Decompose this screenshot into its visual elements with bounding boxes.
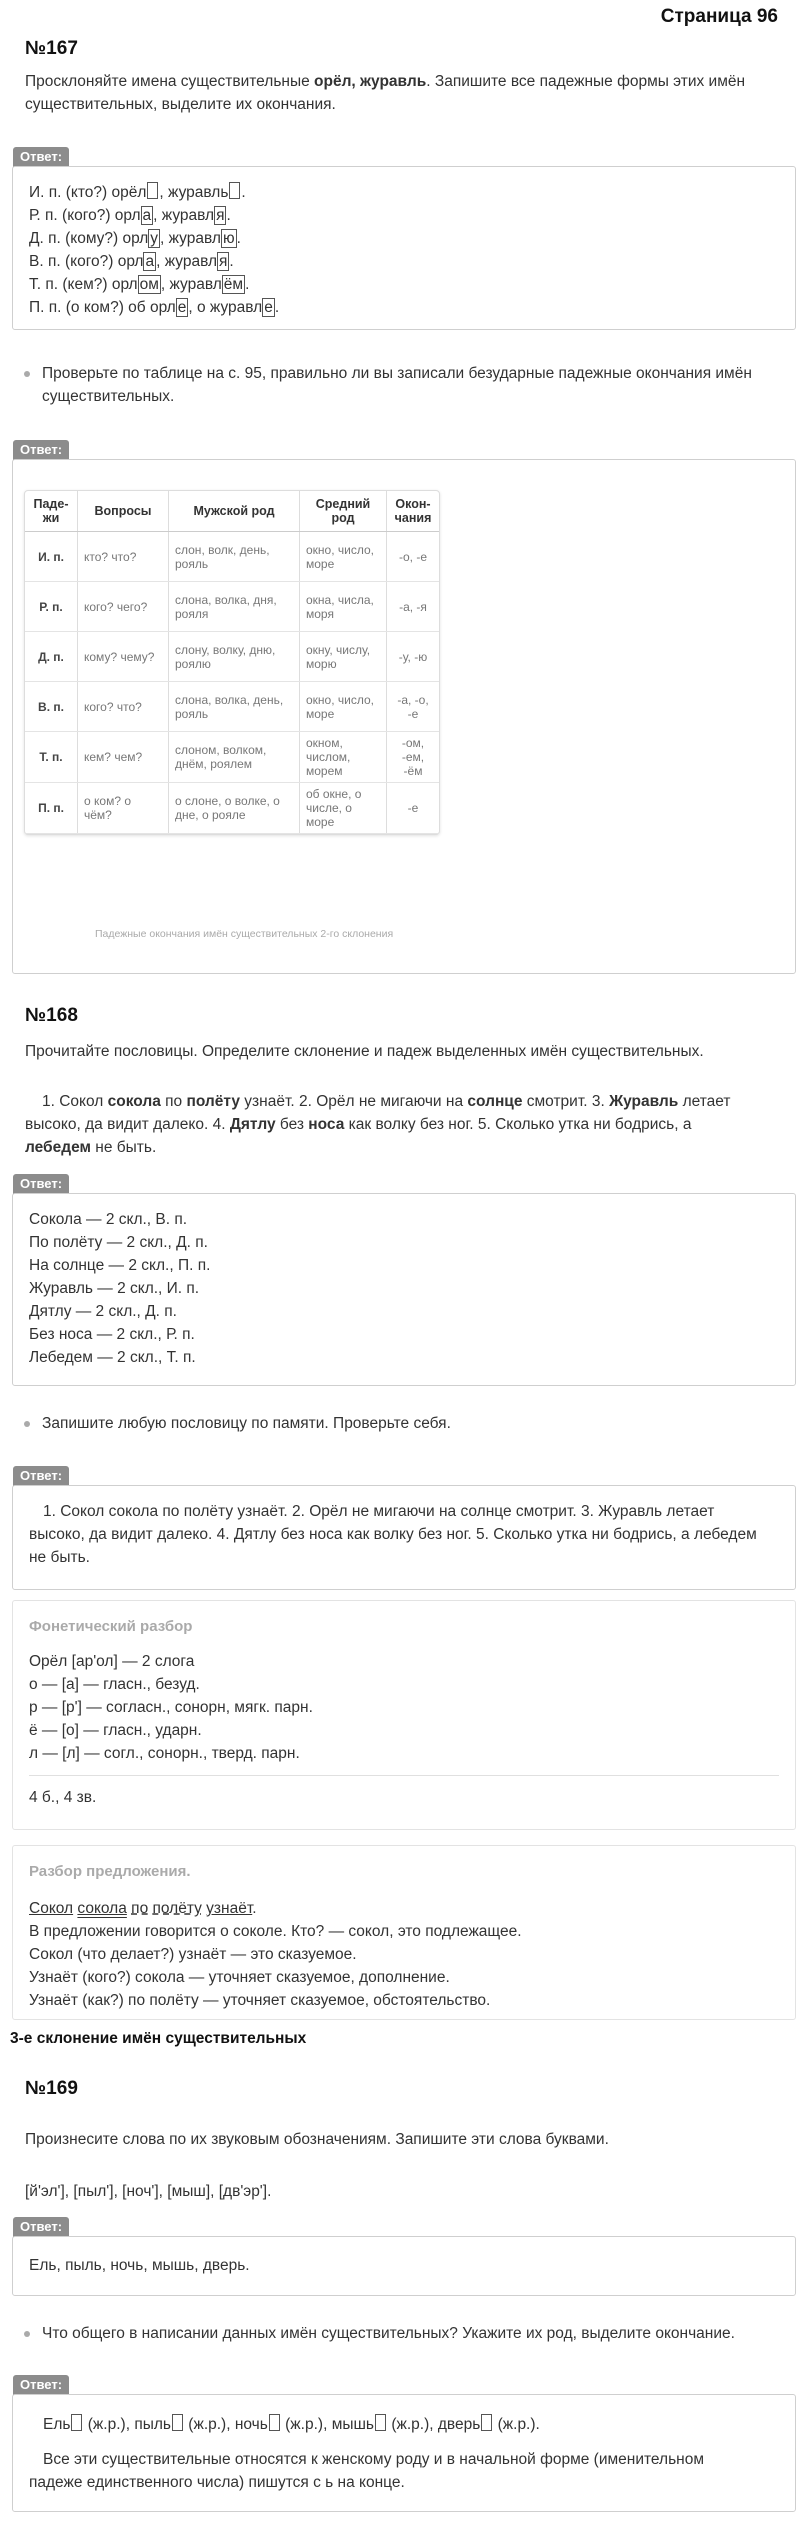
exercise-167-task: Просклоняйте имена существительные орёл, журавль. Запишите все падежные формы этих имён существительных, выделите их окончания.	[25, 73, 746, 113]
header-case: Паде-жи	[25, 491, 78, 532]
bullet-proverb: Запишите любую пословицу по памяти. Проверьте себя.	[20, 1412, 808, 1435]
phonetic-summary: 4 б., 4 зв.	[29, 1789, 97, 1806]
syntax-line: В предложении говорится о соколе. Кто? — сокол, это подлежащее.	[29, 1923, 522, 1940]
declension-line: В. п. (кого?) орл а , журавл я .	[29, 253, 234, 270]
answer-label: Ответ:	[13, 147, 69, 167]
endings-cell: -а, -я	[387, 582, 440, 632]
ending-mark: е	[264, 299, 273, 316]
page-number: Страница 96	[660, 6, 778, 27]
declension-line: И. п. (кто?) орёл , журавль .	[29, 184, 246, 201]
phonetic-line: л — [л] — согл., сонорн., тверд. парн.	[29, 1745, 300, 1762]
header-questions: Вопросы	[78, 491, 169, 532]
exercise-167-title: №167	[25, 38, 78, 59]
exercise-168-title: №168	[25, 1005, 78, 1026]
table-row	[25, 582, 439, 632]
case-answer-line: Дятлу — 2 скл., Д. п.	[29, 1303, 177, 1320]
masculine-cell: слоном, волком, днём, роялем	[169, 732, 300, 783]
case-answer-line: Сокола — 2 скл., В. п.	[29, 1211, 188, 1228]
answer-box-169	[12, 2236, 796, 2296]
case-cell: В. п.	[25, 682, 78, 732]
section-heading: 3-е склонение имён существительных	[10, 2030, 307, 2047]
phonetic-line: о — [а] — гласн., безуд.	[29, 1676, 200, 1693]
case-answer-line: По полёту — 2 скл., Д. п.	[29, 1234, 208, 1251]
neuter-cell: окно, число, море	[300, 682, 387, 732]
ending-mark: я	[216, 207, 225, 224]
questions-cell: кого? чего?	[78, 582, 169, 632]
table-row	[25, 532, 439, 582]
word: дверь	[437, 2416, 481, 2433]
answer-box-common	[12, 2394, 796, 2512]
case-cell: И. п.	[25, 532, 78, 582]
answer-line: не быть.	[29, 1549, 90, 1566]
empty-ending-mark	[481, 2414, 492, 2431]
table-row	[25, 783, 439, 834]
masculine-cell: о слоне, о волке, о дне, о рояле	[169, 783, 300, 834]
empty-ending-mark	[269, 2414, 280, 2431]
phonetic-analysis	[12, 1600, 796, 1830]
header-endings: Окон-чания	[387, 491, 440, 532]
case-answer-line: Лебедем — 2 скл., Т. п.	[29, 1349, 196, 1366]
masculine-cell: слона, волка, дня, рояля	[169, 582, 300, 632]
declension-table	[24, 490, 440, 835]
answer-label: Ответ:	[13, 440, 69, 460]
table-row	[25, 632, 439, 682]
syntax-line: Узнаёт (кого?) сокола — уточняет сказуемое, дополнение.	[29, 1969, 450, 1986]
ending-mark: я	[219, 253, 228, 270]
case-answer-line: Без носа — 2 скл., Р. п.	[29, 1326, 195, 1343]
questions-cell: кто? что?	[78, 532, 169, 582]
masculine-cell: слона, волка, день, рояль	[169, 682, 300, 732]
syntax-lines	[29, 1920, 779, 2012]
header-masculine: Мужской род	[169, 491, 300, 532]
gender: (ж.р.).	[493, 2416, 540, 2433]
ending-mark: е	[177, 299, 187, 316]
phonetic-lines	[29, 1650, 779, 1765]
bullet-common: Что общего в написании данных имён существительных? Укажите их род, выделите окончание.	[20, 2322, 808, 2345]
word: Ель	[43, 2416, 71, 2433]
analyzed-sentence: Сокол сокола по полёту узнаёт.	[29, 1900, 257, 1917]
ending-mark: у	[150, 230, 159, 247]
syntax-line: Сокол (что делает?) узнаёт — это сказуемое.	[29, 1946, 357, 1963]
gender: (ж.р.),	[280, 2416, 332, 2433]
answer-box-168	[12, 1193, 796, 1386]
declension-forms	[13, 167, 795, 333]
empty-ending-mark	[172, 2414, 183, 2431]
case-answers	[13, 1194, 795, 1383]
gender: (ж.р.),	[387, 2416, 438, 2433]
neuter-cell: окну, числу, морю	[300, 632, 387, 682]
masculine-cell: слон, волк, день, рояль	[169, 532, 300, 582]
case-cell: Т. п.	[25, 732, 78, 783]
phonetic-line: р — [р'] — согласн., сонорн, мягк. парн.	[29, 1699, 313, 1716]
neuter-cell: окна, числа, моря	[300, 582, 387, 632]
ending-mark: а	[142, 207, 152, 224]
gender: (ж.р.),	[83, 2416, 135, 2433]
phonetic-line: Орёл [ар'ол] — 2 слога	[29, 1653, 195, 1670]
table-caption: Падежные окончания имён существительных 2-го склонения	[95, 928, 394, 940]
questions-cell: кем? чем?	[78, 732, 169, 783]
gender: (ж.р.),	[183, 2416, 235, 2433]
declension-line: П. п. (о ком?) об орл е , о журавл е .	[29, 299, 280, 316]
empty-ending-mark	[71, 2414, 82, 2431]
answer-label: Ответ:	[13, 2375, 69, 2395]
masculine-cell: слону, волку, дню, роялю	[169, 632, 300, 682]
answer-label: Ответ:	[13, 1466, 69, 1486]
exercise-169-title: №169	[25, 2078, 78, 2099]
answer-box-167	[12, 166, 796, 330]
empty-ending-mark	[375, 2414, 386, 2431]
endings-cell: -у, -ю	[387, 632, 440, 682]
case-cell: Д. п.	[25, 632, 78, 682]
exercise-169-task: Произнесите слова по их звуковым обозначениям. Запишите эти слова буквами.	[25, 2131, 609, 2148]
empty-ending-mark	[147, 182, 158, 199]
questions-cell: кому? чему?	[78, 632, 169, 682]
word: пыль	[134, 2416, 171, 2433]
endings-cell: -е	[387, 783, 440, 834]
case-cell: П. п.	[25, 783, 78, 834]
phonetic-title: Фонетический разбор	[29, 1618, 193, 1635]
sentence-analysis	[12, 1845, 796, 2020]
ending-mark: ом	[139, 276, 159, 293]
answer-label: Ответ:	[13, 1174, 69, 1194]
proverbs: 1. Сокол сокола по полёту узнаёт. 2. Орёл не мигаючи на солнце смотрит. 3. Журавль летает высоко, да видит далеко. 4. Дятлу без носа как волку без ног. 5. Сколько утка ни бодрись, а лебедем не быть.	[25, 1093, 731, 1156]
case-cell: Р. п.	[25, 582, 78, 632]
endings-cell: -а, -о, -е	[387, 682, 440, 732]
header-neuter: Средний род	[300, 491, 387, 532]
ending-mark: а	[145, 253, 155, 270]
neuter-cell: окном, числом, морем	[300, 732, 387, 783]
answer-line: высоко, да видит далеко. 4. Дятлу без носа как волку без ног. 5. Сколько утка ни бодрись, а лебедем	[29, 1526, 757, 1543]
endings-cell: -о, -е	[387, 532, 440, 582]
syntax-line: Узнаёт (как?) по полёту — уточняет сказуемое, обстоятельство.	[29, 1992, 491, 2009]
answer-line: 1. Сокол сокола по полёту узнаёт. 2. Орёл не мигаючи на солнце смотрит. 3. Журавль летает	[43, 1503, 715, 1520]
case-answer-line: На солнце — 2 скл., П. п.	[29, 1257, 211, 1274]
case-answer-line: Журавль — 2 скл., И. п.	[29, 1280, 200, 1297]
gender-words	[43, 2413, 779, 2436]
word: мышь	[331, 2416, 375, 2433]
neuter-cell: об окне, о числе, о море	[300, 783, 387, 834]
transcription: [й'эл'], [пыл'], [ноч'], [мыш], [дв'эр'].	[25, 2183, 272, 2200]
declension-line: Д. п. (кому?) орл у , журавл ю .	[29, 230, 241, 247]
syntax-title: Разбор предложения.	[29, 1863, 191, 1880]
questions-cell: о ком? о чём?	[78, 783, 169, 834]
declension-line: Р. п. (кого?) орл а , журавл я .	[29, 207, 231, 224]
table-row	[25, 682, 439, 732]
declension-line: Т. п. (кем?) орл ом , журавл ём .	[29, 276, 250, 293]
exercise-168-task: Прочитайте пословицы. Определите склонение и падеж выделенных имён существительных.	[25, 1043, 704, 1060]
neuter-cell: окно, число, море	[300, 532, 387, 582]
ending-mark: ю	[222, 230, 235, 247]
ending-mark: ём	[223, 276, 244, 293]
conclusion: Все эти существительные относятся к женскому роду и в начальной форме (именительном падеже единственного числа) пишутся с ь на конце.	[29, 2451, 704, 2491]
questions-cell: кого? что?	[78, 682, 169, 732]
answer-box-proverb	[12, 1485, 796, 1590]
word: ночь	[234, 2416, 268, 2433]
empty-ending-mark	[229, 182, 240, 199]
written-words: Ель, пыль, ночь, мышь, дверь.	[29, 2257, 250, 2274]
bullet-check-table: Проверьте по таблице на с. 95, правильно ли вы записали безударные падежные окончания имён существительных.	[20, 362, 808, 408]
phonetic-line: ё — [о] — гласн., ударн.	[29, 1722, 202, 1739]
endings-cell: -ом, -ем, -ём	[387, 732, 440, 783]
answer-label: Ответ:	[13, 2217, 69, 2237]
table-row	[25, 732, 439, 783]
